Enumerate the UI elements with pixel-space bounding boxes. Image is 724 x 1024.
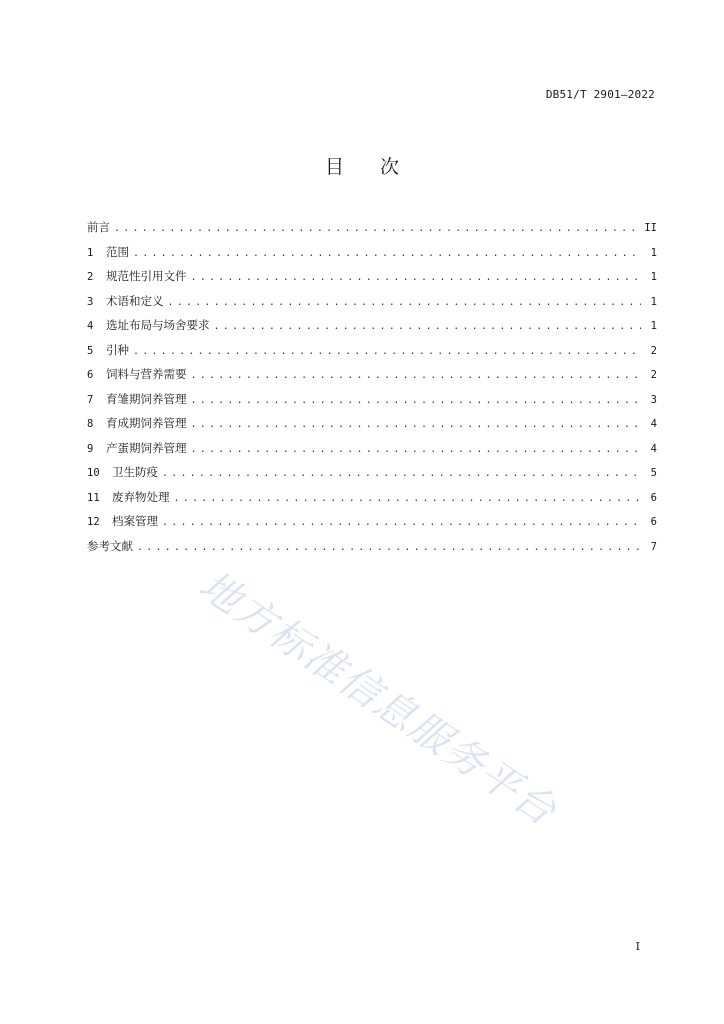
- toc-entry-number: 11: [87, 491, 100, 504]
- toc-dot-leader: [191, 395, 642, 406]
- toc-entry-label: 废弃物处理: [112, 489, 170, 504]
- toc-dot-leader: [133, 346, 641, 357]
- toc-entry-label: 卫生防疫: [112, 465, 158, 479]
- watermark: 地方标准信息服务平台: [191, 562, 566, 836]
- toc-entry-page: 1: [650, 246, 657, 259]
- toc-entry-page: 6: [650, 516, 657, 528]
- toc-entry-10[interactable]: [87, 464, 657, 489]
- toc-entry-page: 7: [650, 540, 657, 553]
- toc-dot-leader: [191, 419, 642, 430]
- toc-entry-page: 6: [650, 491, 657, 504]
- toc-entry-3[interactable]: [87, 293, 657, 318]
- toc-entry-label: 育成期饲养管理: [106, 416, 187, 430]
- toc-entry-label: 档案管理: [112, 514, 158, 528]
- toc-entry-11[interactable]: [87, 489, 657, 514]
- toc-entry-9[interactable]: [87, 440, 657, 465]
- title-char-1: 目: [324, 156, 344, 178]
- toc-entry-label: 育雏期饲养管理: [106, 391, 187, 406]
- toc-entry-4[interactable]: [87, 317, 657, 342]
- toc-entry-label: 参考文献: [87, 538, 133, 553]
- title-char-2: 次: [380, 156, 400, 178]
- toc-entry-label: 选址布局与场舍要求: [106, 318, 210, 332]
- toc-dot-leader: [162, 517, 641, 528]
- toc-entry-preface[interactable]: [87, 219, 657, 244]
- toc-entry-number: 12: [87, 516, 100, 528]
- toc-entry-page: 1: [650, 320, 657, 332]
- toc-dot-leader: [191, 370, 642, 381]
- page-number: I: [635, 940, 640, 953]
- toc-entry-page: 5: [650, 467, 657, 479]
- toc-entry-12[interactable]: [87, 513, 657, 538]
- toc-entry-number: 8: [87, 418, 94, 430]
- toc-dot-leader: [168, 297, 642, 308]
- toc-entry-label: 产蛋期饲养管理: [106, 440, 187, 455]
- toc-entry-6[interactable]: [87, 366, 657, 391]
- toc-entry-label: 饲料与营养需要: [106, 367, 187, 381]
- toc-entry-label: 前言: [87, 220, 110, 234]
- toc-entry-page: 2: [650, 369, 657, 381]
- toc-entry-page: 2: [650, 344, 657, 357]
- toc-entry-number: 9: [87, 442, 94, 455]
- toc-entry-page: 4: [650, 442, 657, 455]
- toc-entry-label: 范围: [106, 244, 129, 259]
- toc-entry-page: 1: [650, 295, 657, 308]
- toc-entry-references[interactable]: [87, 538, 657, 563]
- toc-entry-label: 规范性引用文件: [106, 269, 187, 283]
- toc-entry-number: 7: [87, 393, 94, 406]
- toc-dot-leader: [214, 321, 642, 332]
- toc-entry-7[interactable]: [87, 391, 657, 416]
- toc-entry-label: 引种: [106, 342, 129, 357]
- toc-entry-5[interactable]: [87, 342, 657, 367]
- page-title: [0, 152, 724, 179]
- toc-entry-page: 3: [650, 393, 657, 406]
- document-code: DB51/T 2901—2022: [545, 88, 655, 101]
- toc-entry-page: 4: [650, 418, 657, 430]
- toc-dot-leader: [133, 248, 641, 259]
- toc-entry-page: 1: [650, 271, 657, 283]
- toc-dot-leader: [191, 272, 642, 283]
- toc-dot-leader: [114, 223, 638, 234]
- table-of-contents: [87, 219, 657, 562]
- toc-entry-number: 10: [87, 467, 100, 479]
- toc-entry-number: 6: [87, 369, 94, 381]
- toc-dot-leader: [162, 468, 641, 479]
- toc-dot-leader: [191, 444, 642, 455]
- toc-dot-leader: [137, 542, 641, 553]
- toc-dot-leader: [174, 493, 642, 504]
- toc-entry-1[interactable]: [87, 244, 657, 269]
- toc-entry-number: 4: [87, 320, 94, 332]
- toc-entry-8[interactable]: [87, 415, 657, 440]
- toc-entry-number: 2: [87, 271, 94, 283]
- toc-entry-number: 3: [87, 295, 94, 308]
- toc-entry-label: 术语和定义: [106, 293, 164, 308]
- toc-entry-2[interactable]: [87, 268, 657, 293]
- toc-entry-number: 1: [87, 246, 94, 259]
- toc-entry-page: II: [644, 222, 657, 234]
- toc-entry-number: 5: [87, 344, 94, 357]
